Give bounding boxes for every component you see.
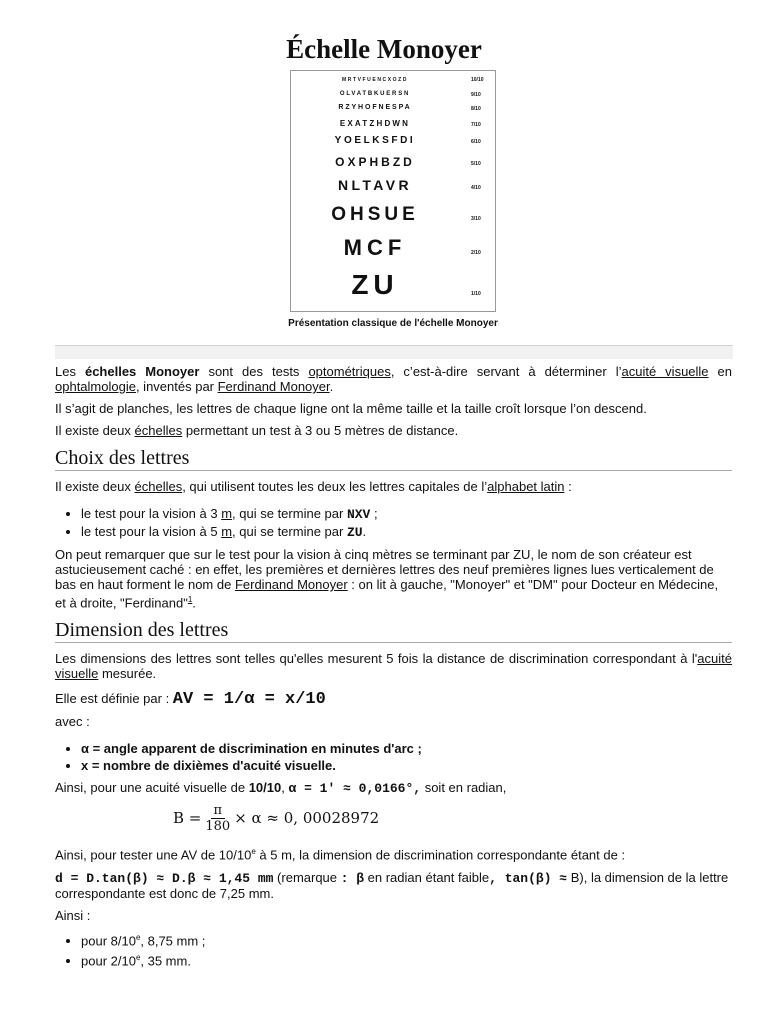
text: en radian étant faible <box>364 869 490 885</box>
link-ferdinand-monoyer[interactable]: Ferdinand Monoyer <box>217 379 330 394</box>
text: B), la dimension de la lettre correspondante est donc de 7,25 mm. <box>55 869 729 901</box>
text: , qui se termine par <box>232 524 347 539</box>
formula-numerator: π <box>211 803 226 819</box>
superscript: e <box>251 847 256 857</box>
chart-row-letters: YOELKSFDI <box>334 135 416 146</box>
test-paragraph <box>55 844 732 862</box>
text: Ainsi, pour une acuité visuelle de <box>55 780 249 796</box>
text: . <box>192 595 196 611</box>
text: Les dimensions des lettres sont telles qu'elles mesurent 5 fois la distance de discrimination correspondant à l' <box>55 651 698 667</box>
link-metre[interactable]: m <box>221 524 233 539</box>
text: , inventés par <box>135 379 218 394</box>
text: pour 8/10 <box>81 932 136 948</box>
superscript: e <box>135 932 141 942</box>
monoyer-chart-image <box>290 70 496 312</box>
link-ophtalmologie[interactable]: ophtalmologie <box>55 379 136 394</box>
separator-bar <box>55 345 733 359</box>
text: , <box>281 780 289 796</box>
list-item <box>81 741 732 756</box>
page-title: Échelle Monoyer <box>286 34 482 64</box>
text: : on lit à gauche, "Monoyer" et "DM" pour Docteur en Médecine, et à droite, "Ferdinand" <box>55 577 719 611</box>
bold-value: 10/10 <box>248 780 282 796</box>
text: Il existe deux <box>55 423 135 438</box>
text: , 8,75 mm ; <box>140 932 206 948</box>
alpha-definition: α = angle apparent de discrimination en minutes d'arc ; <box>81 741 422 757</box>
text: ; <box>370 506 378 521</box>
superscript: e <box>135 952 141 962</box>
section-heading-dimension: Dimension des lettres <box>55 619 732 643</box>
chart-row-letters: OLVATBKUERSN <box>339 91 411 97</box>
footnote-link[interactable]: 1 <box>187 595 193 604</box>
choix-paragraph <box>55 479 732 494</box>
dimension-result-paragraph <box>55 870 732 901</box>
link-echelles[interactable]: échelles <box>134 479 183 494</box>
text: On peut remarquer que sur le test pour la vision à cinq mètres se terminant par ZU, le nom de son créateur est astucieusement caché : en effet, les premières et dernières lettres des neuf premières lignes lues verticalement de bas en haut forment le nom de <box>55 547 714 592</box>
chart-row-fraction: 10/10 <box>471 77 484 83</box>
text: sont des tests <box>199 364 309 379</box>
formula-fraction <box>205 803 230 834</box>
link-ferdinand-monoyer[interactable]: Ferdinand Monoyer <box>234 577 348 592</box>
text: Il existe deux <box>55 479 135 494</box>
text: , 35 mm. <box>140 953 191 969</box>
list-item <box>81 758 732 773</box>
chart-row-fraction: 9/10 <box>471 92 481 98</box>
choix-list <box>55 506 732 540</box>
text: Ainsi, pour tester une AV de 10/10 <box>55 847 252 863</box>
choix-paragraph-2 <box>55 547 732 610</box>
text: . <box>329 379 334 394</box>
list-item <box>81 950 732 968</box>
chart-row-letters: MCF <box>343 235 407 260</box>
chart-row-letters: OXPHBZD <box>335 155 415 169</box>
formula-lhs: B = <box>173 809 202 828</box>
code-text: NXV <box>346 507 371 522</box>
text: , c’est-à-dire servant à déterminer l’ <box>390 364 622 379</box>
chart-row-letters: EXATZHDWN <box>339 119 411 128</box>
intro-paragraph-3 <box>55 423 732 438</box>
link-acuite-visuelle[interactable]: acuité visuelle <box>621 364 709 379</box>
formula-denominator: 180 <box>205 819 231 835</box>
text: soit en radian, <box>421 780 507 796</box>
chart-row-fraction: 7/10 <box>471 122 481 128</box>
code-text: d = D.tan(β) ≈ D.β ≈ 1,45 mm <box>55 870 274 886</box>
chart-row-fraction: 8/10 <box>471 106 481 112</box>
chart-row-fraction: 4/10 <box>471 185 481 191</box>
text: Elle est définie par : <box>55 691 173 707</box>
dimension-paragraph <box>55 651 732 681</box>
text: . <box>362 524 367 539</box>
example-paragraph <box>55 780 732 796</box>
chart-row-letters: ZU <box>351 269 399 300</box>
text: le test pour la vision à 3 <box>81 506 222 521</box>
code-text: , tan(β) ≈ <box>489 870 568 886</box>
text: en <box>708 364 733 379</box>
chart-row-letters: OHSUE <box>331 204 419 225</box>
text: le test pour la vision à 5 <box>81 524 222 539</box>
link-acuite-visuelle[interactable]: acuité visuelle <box>55 651 732 682</box>
text: (remarque <box>273 869 341 885</box>
text: mesurée. <box>98 666 157 682</box>
text: , qui utilisent toutes les deux les lettres capitales de l’ <box>182 479 488 494</box>
text: : <box>564 479 572 494</box>
code-text: : β <box>340 870 365 886</box>
text: pour 2/10 <box>81 953 136 969</box>
code-text: ZU <box>346 525 363 540</box>
intro-paragraph-2: Il s’agit de planches, les lettres de chaque ligne ont la même taille et la taille croît lorsque l’on descend. <box>55 401 647 416</box>
text: , qui se termine par <box>232 506 347 521</box>
figure-caption: Présentation classique de l'échelle Monoyer <box>288 318 498 329</box>
bold-term: échelles Monoyer <box>84 364 200 379</box>
link-metre[interactable]: m <box>221 506 233 521</box>
ainsi-label: Ainsi : <box>55 907 91 923</box>
list-item <box>81 930 732 948</box>
text: Les <box>55 364 85 379</box>
chart-row-fraction: 6/10 <box>471 139 481 145</box>
av-formula: AV = 1/α = x/10 <box>172 690 326 710</box>
list-item <box>81 524 732 540</box>
chart-row-letters: NLTAVR <box>337 177 413 193</box>
b-formula <box>173 803 732 834</box>
results-list <box>55 930 732 969</box>
x-definition: x = nombre de dixièmes d'acuité visuelle. <box>81 758 336 774</box>
chart-row-fraction: 1/10 <box>471 291 481 297</box>
section-heading-choix: Choix des lettres <box>55 447 732 471</box>
variables-list <box>55 741 732 773</box>
text: à 5 m, la dimension de discrimination correspondante étant de : <box>255 847 626 863</box>
link-alphabet-latin[interactable]: alphabet latin <box>487 479 565 494</box>
avec-label: avec : <box>55 714 90 730</box>
link-optometriques[interactable]: optométriques <box>308 364 391 379</box>
chart-row-fraction: 5/10 <box>471 161 481 167</box>
link-echelles[interactable]: échelles <box>134 423 183 438</box>
article-body <box>55 364 732 975</box>
code-text: α = 1' ≈ 0,0166°, <box>288 781 422 797</box>
formula-rhs: × α ≈ 0, 00028972 <box>234 809 380 828</box>
chart-row-letters: RZYHOFNESPA <box>338 104 412 111</box>
chart-row-fraction: 2/10 <box>471 250 481 256</box>
intro-paragraph <box>55 364 732 394</box>
chart-row-letters: MRTVFUENCXOZD <box>341 77 409 83</box>
list-item <box>81 506 732 522</box>
definition-paragraph <box>55 690 732 710</box>
chart-row-fraction: 3/10 <box>471 216 481 222</box>
text: permettant un test à 3 ou 5 mètres de distance. <box>182 423 459 438</box>
